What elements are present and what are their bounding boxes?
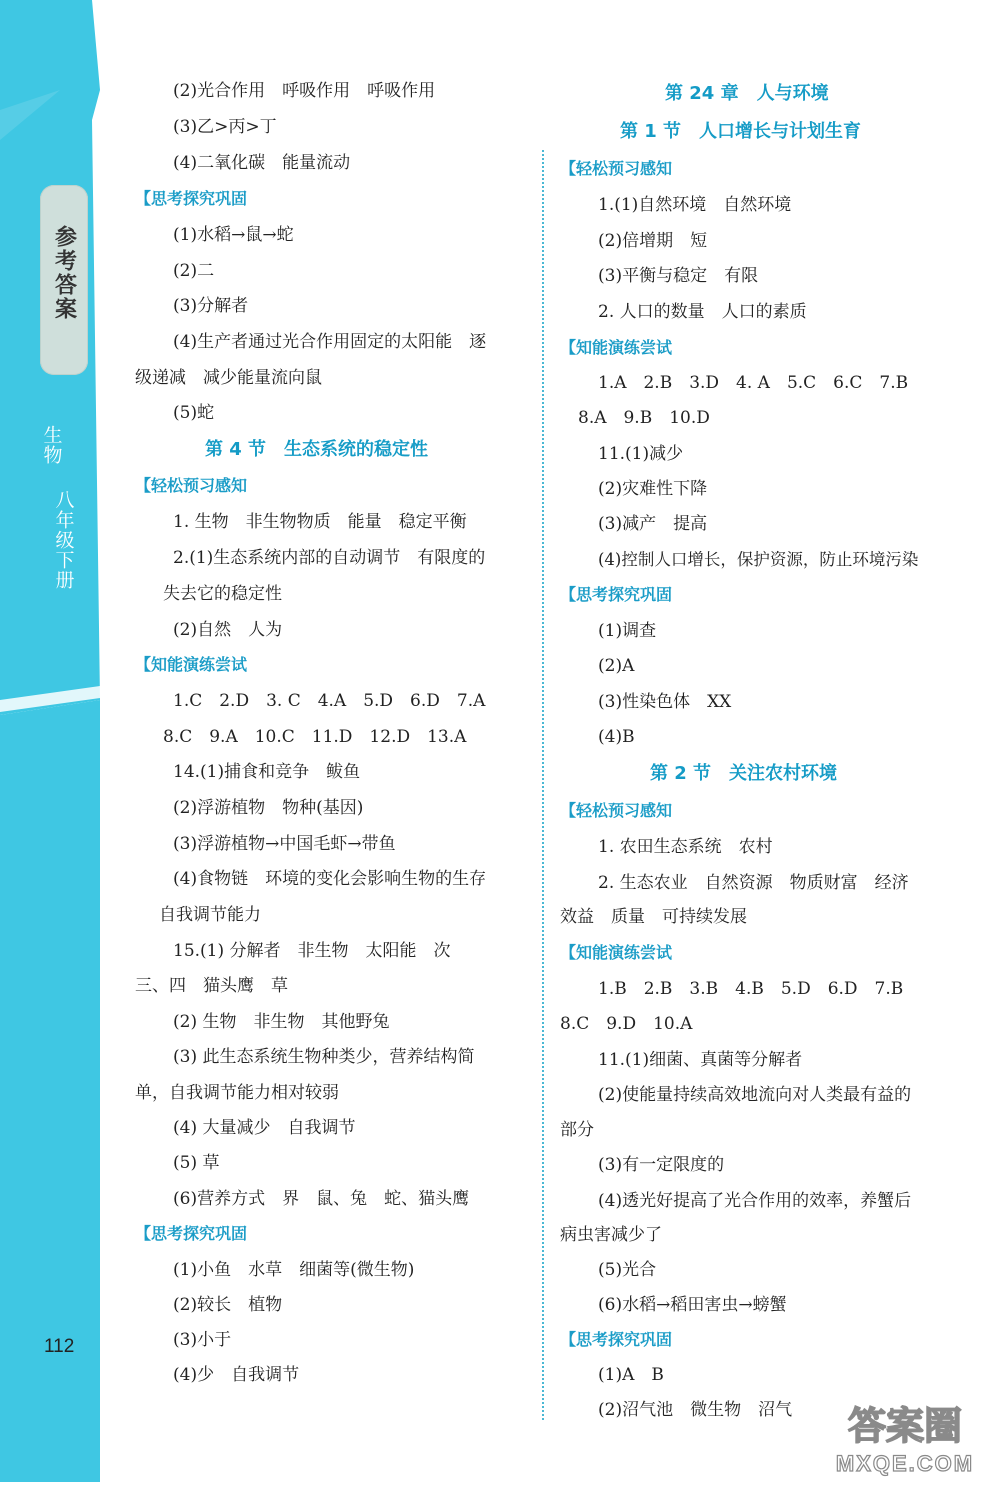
text-line: 14.(1)捕食和竞争 鲅鱼 [173,762,361,782]
section-title: 第 2 节 关注农村环境 [650,763,838,784]
chapter-title: 第 24 章 人与环境 [665,83,829,104]
text-line: 2. 人口的数量 人口的素质 [598,302,807,322]
text-line: 15.(1) 分解者 非生物 太阳能 次 [173,941,451,961]
section-heading: 【 轻松预习感知 [560,157,672,181]
text-line: (2)自然 人为 [173,620,283,640]
section-heading: 【 知能演练尝试 [135,653,247,677]
watermark-logo [815,1395,995,1477]
text-line: (3)乙>丙>丁 [173,117,277,137]
text-line: (4)少 自我调节 [173,1365,300,1385]
text-line: 效益 质量 可持续发展 [560,907,747,927]
text-line: (3) 此生态系统生物种类少，营养结构简 [173,1047,475,1067]
text-line: 1. 生物 非生物物质 能量 稳定平衡 [173,512,467,532]
text-line: (1)调查 [598,621,657,641]
text-line: 病虫害减少了 [560,1225,662,1245]
section-heading: 【 轻松预习感知 [135,474,247,498]
text-line: 级递减 减少能量流向鼠 [135,368,322,388]
text-line: (2)较长 植物 [173,1295,283,1315]
text-line: (4)生产者通过光合作用固定的太阳能 逐 [173,332,487,352]
text-line: 11.(1)减少 [598,444,684,464]
text-line: 单，自我调节能力相对较弱 [135,1083,339,1103]
subject-label: 生物 [40,425,63,465]
text-line: (4)透光好提高了光合作用的效率，养蟹后 [598,1191,912,1211]
section-title: 第 4 节 生态系统的稳定性 [205,439,429,460]
text-line: (5) 草 [173,1153,220,1173]
text-line: (1)A B [598,1365,664,1385]
text-line: 2.(1)生态系统内部的自动调节 有限度的 [173,548,486,568]
sidebar [0,0,100,1482]
section-heading: 【 思考探究巩固 [560,1328,672,1352]
text-line: 1.A 2.B 3.D 4. A 5.C 6.C 7.B [598,373,909,393]
text-line: (3)减产 提高 [598,514,708,534]
text-line: 失去它的稳定性 [163,584,282,604]
text-line: (2)倍增期 短 [598,231,708,251]
text-line: 8.C 9.A 10.C 11.D 12.D 13.A [163,727,467,747]
text-line: 1.B 2.B 3.B 4.B 5.D 6.D 7.B [598,979,904,999]
text-line: (4)二氧化碳 能量流动 [173,153,351,173]
text-line: (5)蛇 [173,403,215,423]
text-line: (2)使能量持续高效地流向对人类最有益的 [598,1085,912,1105]
text-line: 8.A 9.B 10.D [578,408,710,428]
text-line: 1.(1)自然环境 自然环境 [598,195,792,215]
text-line: 8.C 9.D 10.A [560,1014,693,1034]
text-line: (6)营养方式 界 鼠、兔 蛇、猫头鹰 [173,1189,470,1209]
text-line: (4) 大量减少 自我调节 [173,1118,356,1138]
watermark-graphic [815,1395,995,1477]
text-line: 1. 农田生态系统 农村 [598,837,773,857]
text-line: (1)水稻→鼠→蛇 [173,225,294,245]
section-heading: 【 知能演练尝试 [560,941,672,965]
text-line: (1)小鱼 水草 细菌等(微生物) [173,1260,415,1280]
text-line: (3)性染色体 XX [598,692,732,712]
watermark-url: MXQE.COM [835,1451,975,1476]
text-line: (6)水稻→稻田害虫→螃蟹 [598,1295,787,1315]
column-divider [542,150,544,1420]
answer-key-label: 参考答案 [51,225,77,321]
watermark-text: 答案圈 [847,1404,963,1448]
text-line: (3)有一定限度的 [598,1155,725,1175]
text-line: (3)平衡与稳定 有限 [598,266,759,286]
text-line: (3)浮游植物→中国毛虾→带鱼 [173,834,396,854]
text-line: (2)光合作用 呼吸作用 呼吸作用 [173,81,436,101]
grade-label: 八年级下册 [52,490,75,590]
text-line: (4)B [598,727,635,747]
text-line: (4)控制人口增长，保护资源，防止环境污染 [598,550,919,569]
text-line: 三、四 猫头鹰 草 [135,976,288,996]
text-line: (2)浮游植物 物种(基因) [173,798,364,818]
section-heading: 【 思考探究巩固 [560,583,672,607]
section-heading: 【 思考探究巩固 [135,187,247,211]
section-title: 第 1 节 人口增长与计划生育 [620,121,862,142]
answer-key-tab [40,185,88,375]
text-line: (2)A [598,656,635,676]
text-line: (2)灾难性下降 [598,479,708,499]
text-line: (2)沼气池 微生物 沼气 [598,1400,793,1420]
text-line: (2)二 [173,261,215,281]
text-line: 1.C 2.D 3. C 4.A 5.D 6.D 7.A [173,691,486,711]
page-number: 112 [44,1336,75,1357]
section-heading: 【 轻松预习感知 [560,799,672,823]
text-line: 自我调节能力 [159,905,261,925]
section-heading: 【 知能演练尝试 [560,336,672,360]
text-line: (3)小于 [173,1330,232,1350]
text-line: 2. 生态农业 自然资源 物质财富 经济 [598,873,909,893]
text-line: (3)分解者 [173,296,249,316]
section-heading: 【 思考探究巩固 [135,1222,247,1246]
text-line: (5)光合 [598,1260,657,1280]
text-line: 部分 [560,1120,594,1140]
text-line: 11.(1)细菌、真菌等分解者 [598,1050,803,1070]
text-line: (4)食物链 环境的变化会影响生物的生存 [173,869,487,889]
text-line: (2) 生物 非生物 其他野兔 [173,1012,390,1032]
